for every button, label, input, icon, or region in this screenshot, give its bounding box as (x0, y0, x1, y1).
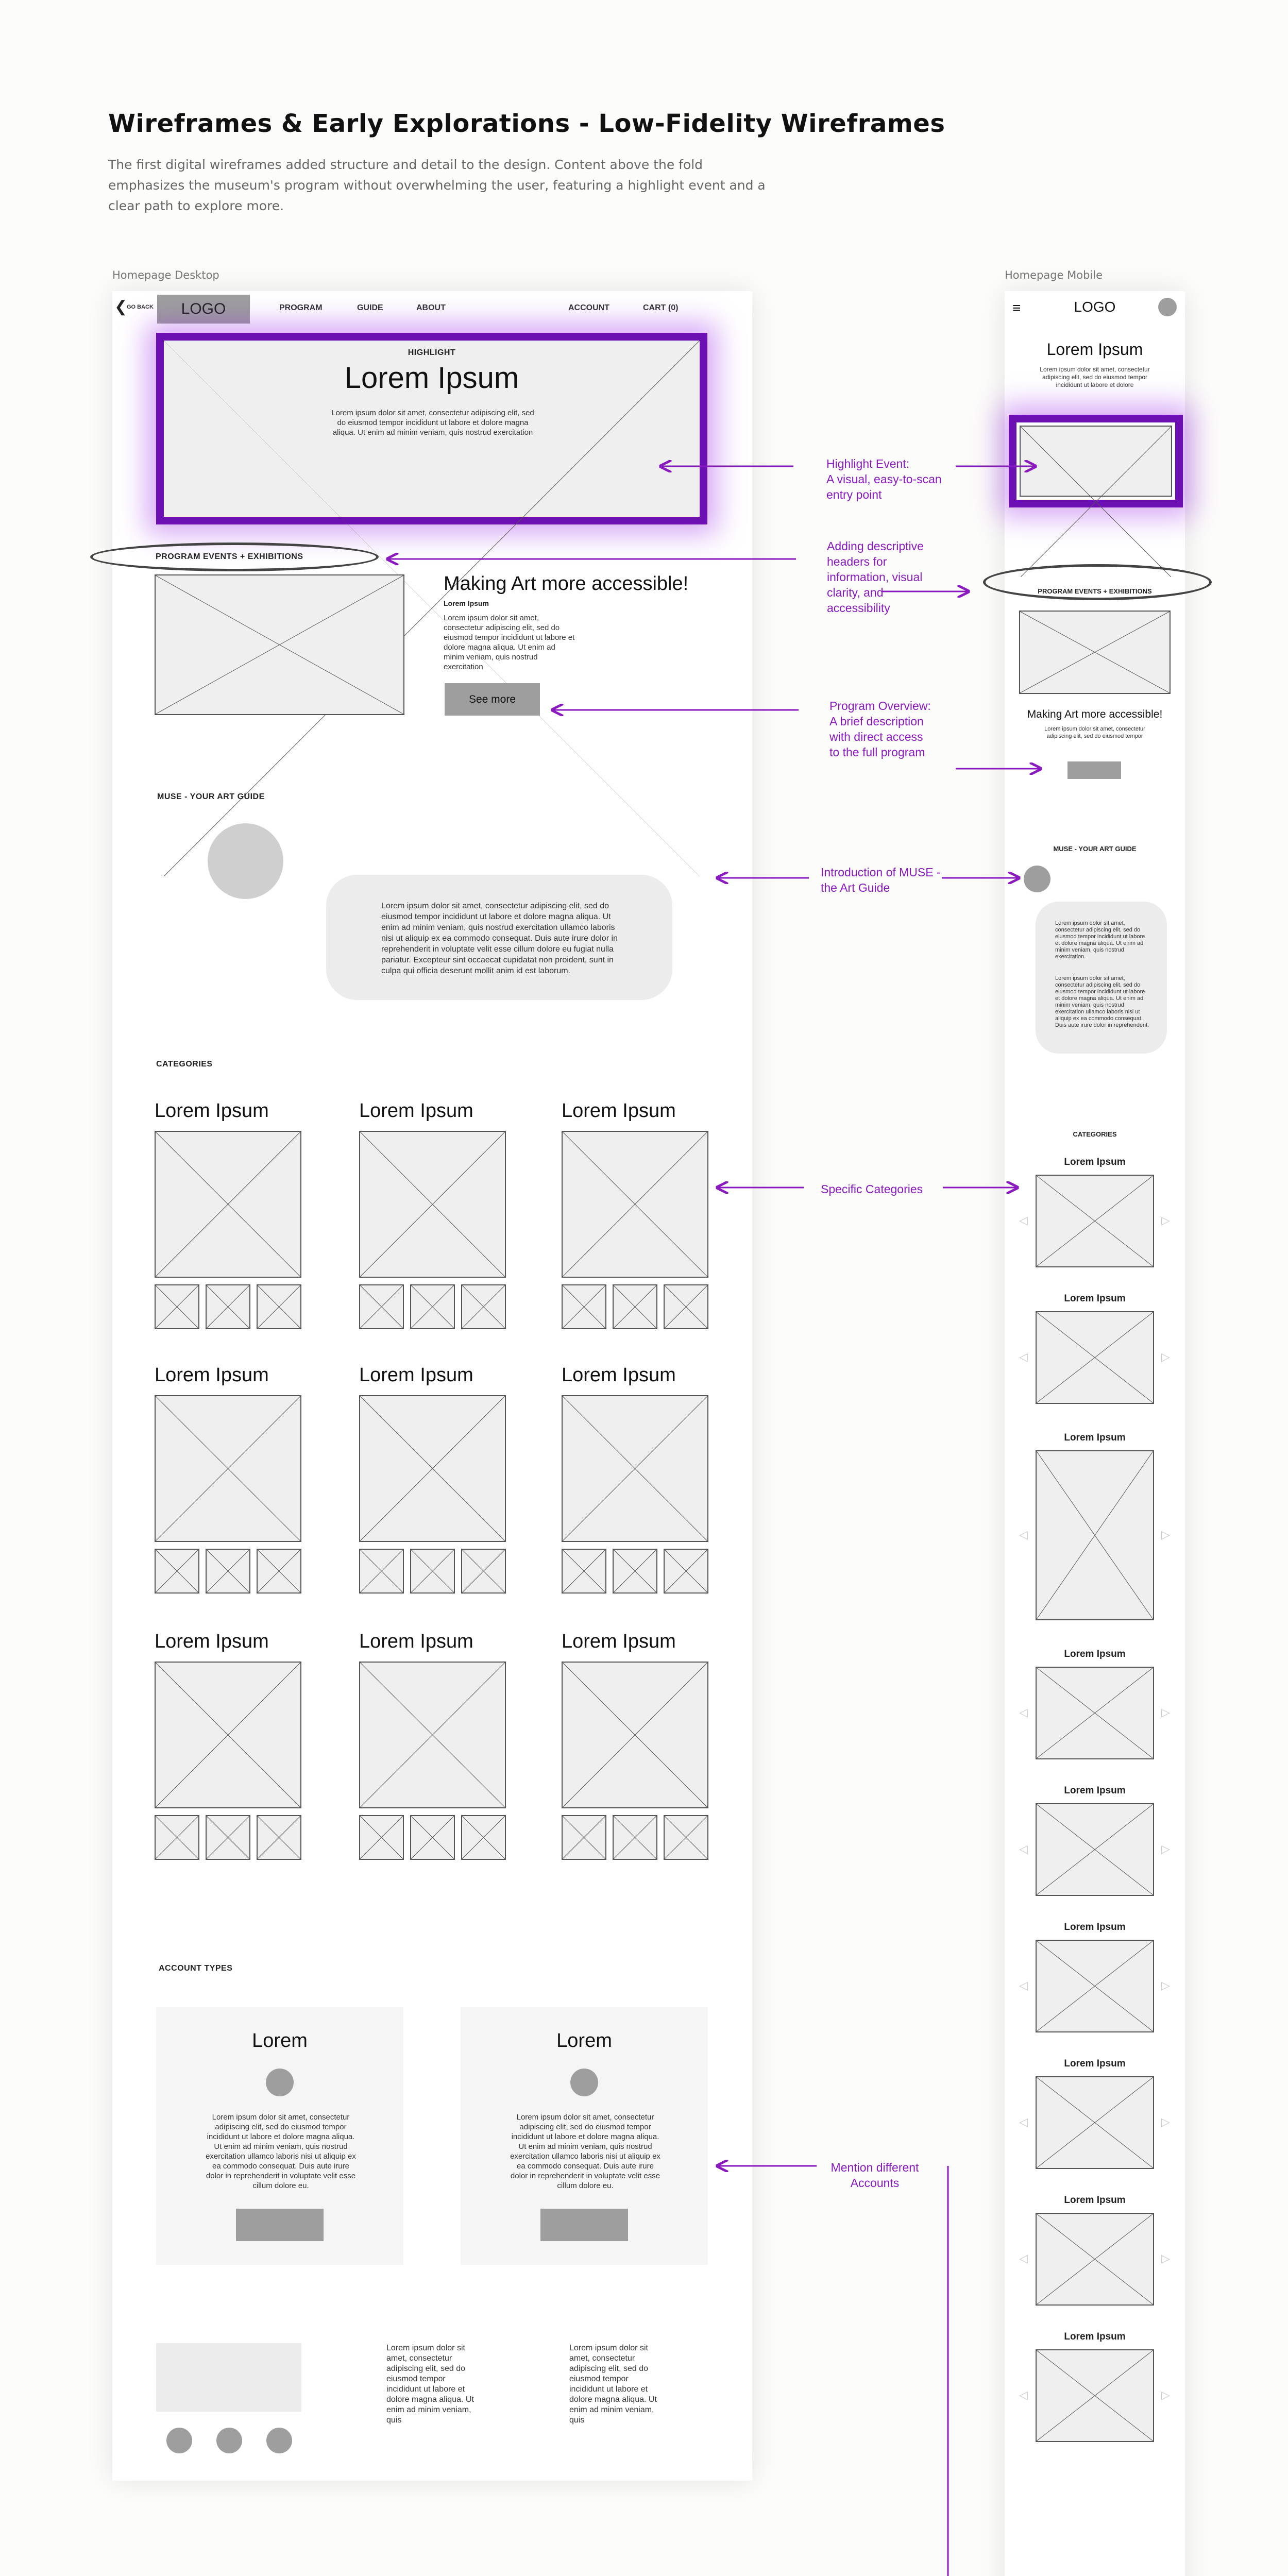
mobile-category-title: Lorem Ipsum (1064, 1293, 1126, 1304)
program-subheading: Lorem Ipsum (444, 599, 489, 607)
chevron-left-icon[interactable]: ◁ (1019, 2115, 1028, 2128)
annotation-accounts: Mention different Accounts (831, 2161, 919, 2190)
go-back-link[interactable]: GO BACK (127, 304, 154, 310)
mobile-category-title: Lorem Ipsum (1064, 2195, 1126, 2206)
category-title: Lorem Ipsum (155, 1364, 269, 1386)
mobile-category-title: Lorem Ipsum (1064, 1649, 1126, 1659)
footer-text: Lorem ipsum dolor sit amet, consectetur adipiscing elit, sed do eiusmod tempor incididunt ut labore et dolore magna aliqua. Ut enim ad minim veniam, quis (386, 2344, 474, 2425)
chevron-left-icon[interactable]: ◁ (1019, 2388, 1028, 2401)
chevron-left-icon[interactable]: ◁ (1019, 1706, 1028, 1719)
chevron-left-icon[interactable]: ◁ (1019, 1979, 1028, 1992)
account-card-title: Lorem (556, 2030, 612, 2052)
hamburger-menu-icon[interactable]: ≡ (1012, 300, 1021, 316)
categories-label: CATEGORIES (156, 1060, 213, 1069)
mobile-category-title: Lorem Ipsum (1064, 1157, 1126, 1167)
annotation-muse: Introduction of MUSE - the Art Guide (821, 866, 941, 894)
mobile-category-title: Lorem Ipsum (1064, 1922, 1126, 1933)
account-card-body: Lorem ipsum dolor sit amet, consectetur adipiscing elit, sed do eiusmod tempor incididunt ut labore et dolore magna aliqua. Ut enim ad minim veniam, quis nostrud exercitation ullamco laboris nisi ut aliquip ex ea commodo consequat. Duis aute irure dolor in reprehenderit in voluptate velit esse cillum dolore eu. (206, 2113, 356, 2190)
mobile-category-title: Lorem Ipsum (1064, 1785, 1126, 1796)
desktop-frame-label: Homepage Desktop (112, 269, 219, 281)
back-arrow-icon[interactable]: ❮ (114, 298, 128, 315)
account-card-title: Lorem (252, 2030, 308, 2052)
chevron-left-icon[interactable]: ◁ (1019, 2252, 1028, 2265)
chevron-right-icon[interactable]: ▷ (1161, 1842, 1170, 1855)
chevron-left-icon[interactable]: ◁ (1019, 1528, 1028, 1541)
mobile-category-title: Lorem Ipsum (1064, 1432, 1126, 1443)
category-title: Lorem Ipsum (562, 1364, 676, 1386)
chevron-right-icon[interactable]: ▷ (1161, 1979, 1170, 1992)
chevron-right-icon[interactable]: ▷ (1161, 2252, 1170, 2265)
mobile-category-title: Lorem Ipsum (1064, 2058, 1126, 2069)
mobile-program-body: Lorem ipsum dolor sit amet, consectetur adipiscing elit, sed do eiusmod tempor (1044, 726, 1145, 739)
mobile-muse-label: MUSE - YOUR ART GUIDE (1053, 845, 1137, 853)
see-more-button[interactable]: See more (445, 683, 540, 716)
annotation-highlight: Highlight Event: A visual, easy-to-scan entry point (826, 457, 942, 501)
chevron-left-icon[interactable]: ◁ (1019, 1350, 1028, 1363)
page-description: The first digital wireframes added structure and detail to the design. Content above the fold emphasizes the museum's program without overwhelming the user, featuring a highlight event and a clear path to explore more. (108, 157, 766, 213)
mobile-category-title: Lorem Ipsum (1064, 2331, 1126, 2342)
mobile-program-heading: Making Art more accessible! (1027, 708, 1163, 720)
muse-body: Lorem ipsum dolor sit amet, consectetur adipiscing elit, sed do eiusmod tempor incididunt ut labore et dolore magna aliqua. Ut enim ad minim veniam, quis nostrud exercitation ullamco laboris nisi ut aliquip ex ea commodo consequat. Duis aute irure dolor in reprehenderit in voluptate velit esse cillum dolore eu fugiat nulla pariatur. Excepteur sint occaecat cupidatat non proident, sunt in culpa qui officia deserunt mollit anim id est laborum. (381, 902, 618, 975)
chevron-right-icon[interactable]: ▷ (1161, 1214, 1170, 1227)
page-title: Wireframes & Early Explorations - Low-Fidelity Wireframes (108, 109, 945, 138)
category-title: Lorem Ipsum (359, 1100, 473, 1122)
nav-about[interactable]: ABOUT (416, 303, 446, 312)
program-body: Lorem ipsum dolor sit amet, consectetur adipiscing elit, sed do eiusmod tempor incididunt ut labore et dolore magna aliqua. Ut enim ad minim veniam, quis nostrud exercitation (444, 614, 575, 671)
annotation-arrow (948, 2166, 1016, 2576)
mobile-categories-label: CATEGORIES (1073, 1130, 1117, 1138)
annotation-headers: Adding descriptive headers for information, visual clarity, and accessibility (827, 539, 924, 615)
chevron-right-icon[interactable]: ▷ (1161, 1528, 1170, 1541)
chevron-right-icon[interactable]: ▷ (1161, 1706, 1170, 1719)
mobile-frame-label: Homepage Mobile (1005, 269, 1103, 281)
account-card-body: Lorem ipsum dolor sit amet, consectetur adipiscing elit, sed do eiusmod tempor incididunt ut labore et dolore magna aliqua. Ut enim ad minim veniam, quis nostrud exercitation ullamco laboris nisi ut aliquip ex ea commodo consequat. Duis aute irure dolor in reprehenderit in voluptate velit esse cillum dolore eu. (510, 2113, 660, 2190)
mobile-logo[interactable]: LOGO (1074, 299, 1116, 315)
program-heading: Making Art more accessible! (444, 573, 689, 595)
annotation-categories: Specific Categories (821, 1182, 923, 1196)
category-title: Lorem Ipsum (155, 1100, 269, 1122)
category-title: Lorem Ipsum (562, 1100, 676, 1122)
muse-label: MUSE - YOUR ART GUIDE (157, 792, 265, 801)
category-title: Lorem Ipsum (155, 1631, 269, 1652)
category-title: Lorem Ipsum (562, 1631, 676, 1652)
highlight-body: Lorem ipsum dolor sit amet, consectetur adipiscing elit, sed do eiusmod tempor incididunt ut labore et dolore magna aliqua. Ut enim ad minim veniam, quis nostrud exercitation (331, 409, 534, 437)
footer-text: Lorem ipsum dolor sit amet, consectetur adipiscing elit, sed do eiusmod tempor incididunt ut labore et dolore magna aliqua. Ut enim ad minim veniam, quis (569, 2344, 657, 2425)
logo[interactable]: LOGO (157, 295, 250, 324)
chevron-right-icon[interactable]: ▷ (1161, 1350, 1170, 1363)
category-title: Lorem Ipsum (359, 1364, 473, 1386)
program-label: PROGRAM EVENTS + EXHIBITIONS (156, 552, 303, 561)
mobile-muse-body: Lorem ipsum dolor sit amet, consectetur adipiscing elit, sed do eiusmod tempor incididunt ut labore et dolore magna aliqua. Ut enim ad minim veniam, quis nostrud exercitation. (1055, 920, 1145, 960)
chevron-right-icon[interactable]: ▷ (1161, 2388, 1170, 2401)
highlight-label: HIGHLIGHT (408, 348, 456, 357)
nav-program[interactable]: PROGRAM (279, 303, 323, 312)
mobile-muse-body: Lorem ipsum dolor sit amet, consectetur adipiscing elit, sed do eiusmod tempor incididunt ut labore et dolore magna aliqua. Ut enim ad minim veniam, quis nostrud exercitation ullamco laboris nisi ut aliquip ex ea commodo consequat. Duis aute irure dolor in reprehenderit. (1055, 975, 1149, 1028)
mobile-hero-heading: Lorem Ipsum (1046, 340, 1143, 359)
annotation-program: Program Overview: A brief description with direct access to the full program (829, 699, 931, 759)
chevron-left-icon[interactable]: ◁ (1019, 1214, 1028, 1227)
chevron-left-icon[interactable]: ◁ (1019, 1842, 1028, 1855)
highlight-heading: Lorem Ipsum (344, 361, 519, 395)
chevron-right-icon[interactable]: ▷ (1161, 2115, 1170, 2128)
category-title: Lorem Ipsum (359, 1631, 473, 1652)
nav-cart[interactable]: CART (0) (643, 303, 679, 312)
account-types-label: ACCOUNT TYPES (159, 1964, 233, 1973)
nav-guide[interactable]: GUIDE (357, 303, 383, 312)
mobile-program-label: PROGRAM EVENTS + EXHIBITIONS (1038, 587, 1152, 595)
mobile-hero-body: Lorem ipsum dolor sit amet, consectetur adipiscing elit, sed do eiusmod tempor incididunt ut labore et dolore (1040, 366, 1150, 388)
nav-account[interactable]: ACCOUNT (568, 303, 609, 312)
